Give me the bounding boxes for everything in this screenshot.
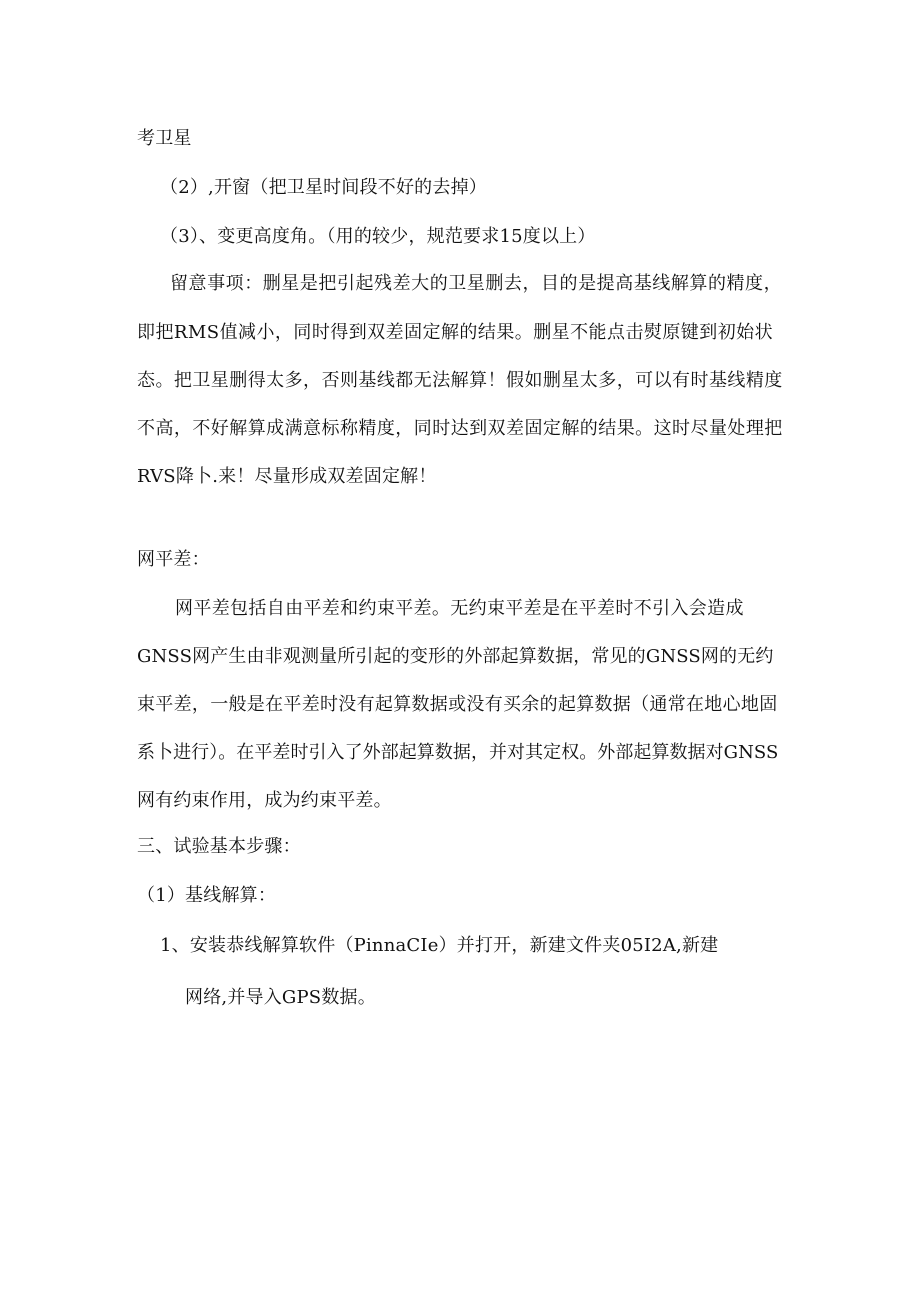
section-heading-net-adjustment: 网平差： [137,549,210,570]
step-line-2: 网络,并导入GPS数据。 [185,987,376,1008]
text-line-1: 考卫星 [137,128,192,149]
text-line-3: （3）、变更高度角。（用的较少，规范要求15度以上） [160,226,596,247]
notes-line-3: 态。把卫星删得太多，否则基线都无法解算！假如删星太多，可以有时基线精度 [137,370,783,391]
paragraph-line-5: 网有约束作用，成为约束平差。 [137,790,392,811]
text-line-2: （2）,开窗（把卫星时间段不好的去掉） [160,177,487,198]
paragraph-line-2: GNSS网产生由非观测量所引起的变形的外部起算数据，常见的GNSS网的无约 [137,646,774,667]
paragraph-line-3: 束平差，一般是在平差时没有起算数据或没有买余的起算数据（通常在地心地固 [137,694,778,715]
notes-line-1: 留意事项：删星是把引起残差大的卫星删去，目的是提高基线解算的精度， [170,273,783,294]
section-heading-steps: 三、试验基本步骤： [137,836,301,857]
step-line-1: 1、安装恭线解算软件（PinnaCIe）并打开，新建文件夹05I2A,新建 [160,935,719,956]
notes-line-2: 即把RMS值减小，同时得到双差固定解的结果。删星不能点击熨原键到初始状 [137,322,774,343]
subheading-baseline: （1）基线解算： [137,885,277,906]
notes-line-5: RVS降卜.来！尽量形成双差固定解！ [137,466,437,487]
paragraph-line-4: 系卜进行）。在平差时引入了外部起算数据，并对其定权。外部起算数据对GNSS [137,742,779,763]
paragraph-line-1: 网平差包括自由平差和约束平差。无约束平差是在平差时不引入会造成 [175,598,744,619]
notes-line-4: 不高，不好解算成满意标称精度，同时达到双差固定解的结果。这时尽量处理把 [137,418,783,439]
